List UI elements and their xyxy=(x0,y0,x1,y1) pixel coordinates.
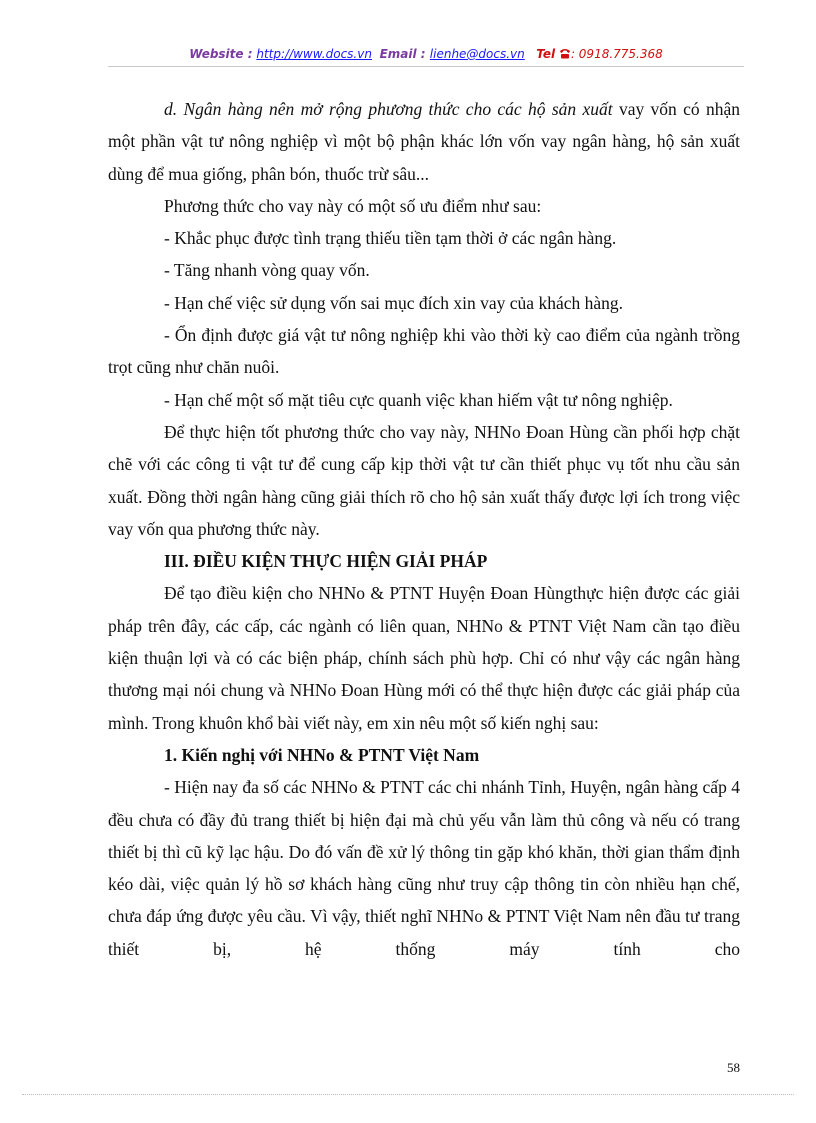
email-link[interactable]: lienhe@docs.vn xyxy=(429,47,525,61)
paragraph-conditions: Để tạo điều kiện cho NHNo & PTNT Huyện Đoan Hùngthực hiện được các giải pháp trên đây, các cấp, các ngành có liên quan, NHNo & PTNT Việt Nam cần tạo điều kiện thuận lợi và có các biện pháp, chính sách phù hợp. Chỉ có như vậy các ngân hàng thương mại nói chung và NHNo Đoan Hùng mới có thể thực hiện được các giải pháp của mình. Trong khuôn khổ bài viết này, em xin nêu một số kiến nghị sau: xyxy=(108,583,740,733)
document-body xyxy=(108,93,740,965)
email-label: Email xyxy=(379,47,417,61)
section-heading-iii: III. ĐIỀU KIỆN THỰC HIỆN GIẢI PHÁP xyxy=(164,551,488,572)
footer-divider xyxy=(22,1094,794,1095)
bullet-advantage-1: - Khắc phục được tình trạng thiếu tiền tạm thời ở các ngân hàng. xyxy=(164,228,617,249)
bullet-advantage-4: - Ổn định được giá vật tư nông nghiệp khi vào thời kỳ cao điểm của ngành trồng trọt cũng như chăn nuôi. xyxy=(108,325,740,378)
website-label: Website : xyxy=(189,47,253,61)
phone-icon xyxy=(559,48,571,59)
bullet-advantage-5: - Hạn chế một số mặt tiêu cực quanh việc khan hiếm vật tư nông nghiệp. xyxy=(164,389,673,410)
page-number: 58 xyxy=(727,1060,740,1075)
proposal-d-heading: d. Ngân hàng nên mở rộng phương thức cho các hộ sản xuất xyxy=(164,99,613,119)
tel-label: Tel xyxy=(536,47,556,61)
subsection-heading-1: 1. Kiến nghị với NHNo & PTNT Việt Nam xyxy=(164,744,480,765)
email-separator: : xyxy=(416,47,430,61)
paragraph-advantages-intro: Phương thức cho vay này có một số ưu điểm như sau: xyxy=(164,195,542,216)
paragraph-recommendation: - Hiện nay đa số các NHNo & PTNT các chi nhánh Tỉnh, Huyện, ngân hàng cấp 4 đều chưa có đầy đủ trang thiết bị hiện đại mà chủ yếu vẫn làm thủ công và nếu có trang thiết bị thì cũ kỹ lạc hậu. Do đó vấn đề xử lý thông tin gặp khó khăn, thời gian thẩm định kéo dài, việc quản lý hồ sơ khách hàng cũng như truy cập thông tin còn nhiều hạn chế, chưa đáp ứng được yêu cầu. Vì vậy, thiết nghĩ NHNo & PTNT Việt Nam nên đầu tư trang thiết bị, hệ thống máy tính cho xyxy=(108,777,740,959)
paragraph-implementation: Để thực hiện tốt phương thức cho vay này, NHNo Đoan Hùng cần phối hợp chặt chẽ với các công ti vật tư để cung cấp kịp thời vật tư cần thiết phục vụ tốt nhu cầu sản xuất. Đồng thời ngân hàng cũng giải thích rõ cho hộ sản xuất thấy được lợi ích trong việc vay vốn qua phương thức này. xyxy=(108,421,740,539)
bullet-advantage-2: - Tăng nhanh vòng quay vốn. xyxy=(164,260,370,281)
header-divider xyxy=(108,66,744,67)
bullet-advantage-3: - Hạn chế việc sử dụng vốn sai mục đích xin vay của khách hàng. xyxy=(164,292,623,313)
tel-number: : 0918.775.368 xyxy=(570,47,663,61)
website-link[interactable]: http://www.docs.vn xyxy=(256,47,372,61)
paragraph-proposal-d xyxy=(108,93,740,190)
proposal-d-text: vay vốn có nhận một phần vật tư nông nghiệp vì một bộ phận khác lớn vốn vay ngân hàng, hộ sản xuất dùng để mua giống, phân bón, thuốc trừ sâu... xyxy=(108,99,740,184)
tel-block xyxy=(536,47,663,61)
page-header xyxy=(108,47,744,61)
